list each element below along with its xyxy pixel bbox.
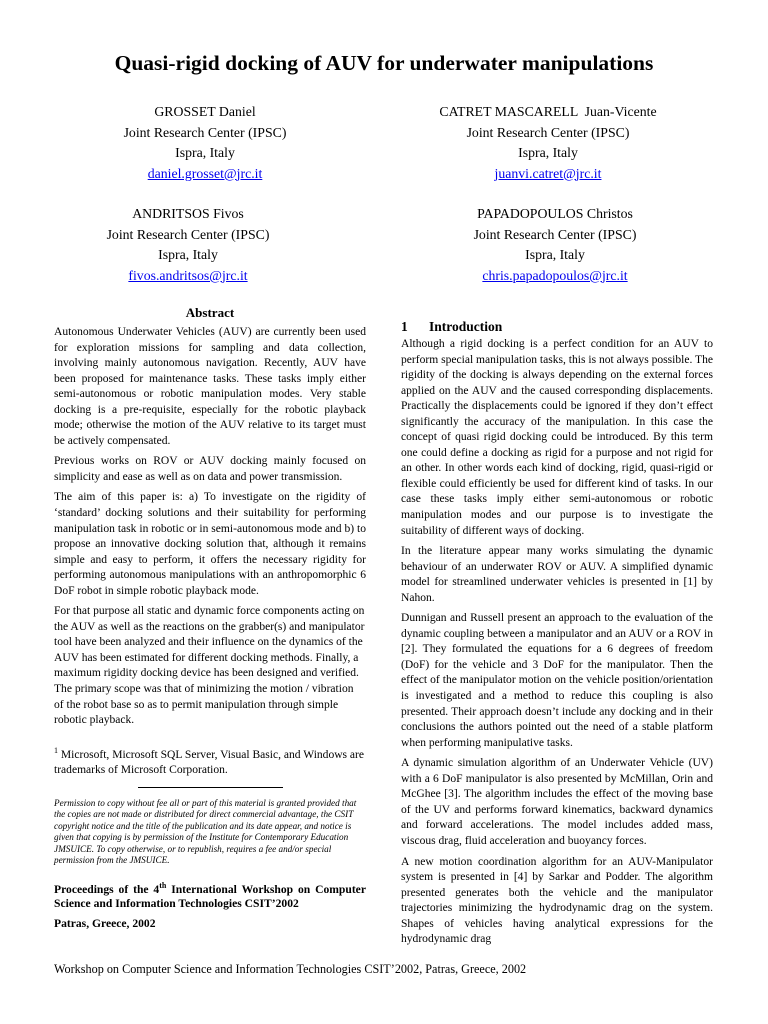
intro-paragraph: Dunnigan and Russell present an approach to the evaluation of the dynamic coupling between a manipulator and an AUV or a ROV in [2]. They formulated the equations for a 6 degrees of freedom (DoF) for the vehicle and 3 DoF for the manipulator. Then the effect of the manipulator motion on the vehicle position/orientation is investigated and a method to reduce this coupling is also presented. Their approach doesn’t include any docking and in their conclusions the authors pointed out the need of a stable platform when performing manipulative tasks. xyxy=(401,612,713,749)
proceedings-prefix: Proceedings of the 4 xyxy=(54,882,160,896)
proceedings-superscript: th xyxy=(159,880,167,890)
author-location: Ispra, Italy xyxy=(518,145,578,160)
abstract-heading: Abstract xyxy=(185,305,235,320)
section-title: Introduction xyxy=(429,319,503,334)
abstract-paragraph: For that purpose all static and dynamic force components acting on the AUV as well as the reactions on the grabber(s) and manipulator tool have been analyzed and their influence on the dynamics of the AUV has been estimated for different docking methods. Finally, a maximum rigidity docking device has been designed and verified. The primary scope was that of minimizing the motion / vibration of the robot base so as to permit manipulation through simple robotic playback. xyxy=(54,605,365,727)
author-location: Ispra, Italy xyxy=(525,247,585,262)
section-number: 1 xyxy=(401,319,408,334)
author-affiliation: Joint Research Center (IPSC) xyxy=(123,124,287,140)
author-block-catret xyxy=(398,102,698,184)
footnote-text: Microsoft, Microsoft SQL Server, Visual Basic, and Windows are trademarks of Microsoft Corporation. xyxy=(54,748,365,777)
author-affiliation: Joint Research Center (IPSC) xyxy=(466,124,630,140)
proceedings-place: Patras, Greece, 2002 xyxy=(54,917,156,931)
abstract-paragraph: The aim of this paper is: a) To investigate on the rigidity of ‘standard’ docking solutions and their suitability for performing manipulation task in robotic or in semi-autonomous mode and b) to propose an innovative docking solution that, although it remains simple and easy to perform, it offers the necessary rigidity for performing autonomous manipulations with an anthropomorphic 6 DoF robot in simple robotic playback mode. xyxy=(54,491,366,597)
author-block-grosset xyxy=(55,102,355,184)
author-block-andritsos xyxy=(38,204,338,286)
permission-notice: Permission to copy without fee all or part of this material is granted provided that the copies are not made or distributed for direct commercial advantage, the CSIT copyright notice and the title of the publication and its date appear, and notice is given that copying is by permission of the Institute for Contemporary Education JMSUICE. To copy otherwise, or to republish, requires a fee and/or special permission from the JMSUICE. xyxy=(54,797,357,866)
intro-paragraph: A dynamic simulation algorithm of an Underwater Vehicle (UV) with a 6 DoF manipulator is also presented by McMillan, Orin and McGhee [3]. The algorithm includes the effect of the moving base of the UV and performs forward kinematics, backward dynamics and forward accelerations. The model includes added mass, viscous drag, fluid acceleration and buoyancy forces. xyxy=(401,757,713,847)
intro-paragraph: Although a rigid docking is a perfect condition for an AUV to perform special manipulation tasks, this is not always possible. The rigidity of the docking is always depending on the external forces applied on the AUV and the caused corresponding displacements. Practically the displacements could be ignored if they don’t effect significantly the accuracy of the manipulation. In this case the concept of quasi rigid docking could be introduced. By this term one could define a docking as rigid for a purpose and not rigid for an other. In other words each kind of docking, rigid, quasi-rigid or flexible could efficiently be used for different kind of tasks. In our case these tasks imply either semi-autonomous or robotic manipulation modes and our purpose is to investigate the suitability of different ways of docking. xyxy=(401,338,713,537)
author-affiliation: Joint Research Center (IPSC) xyxy=(473,226,637,242)
left-column xyxy=(54,325,366,936)
paper-title: Quasi-rigid docking of AUV for underwater manipulations xyxy=(114,51,654,75)
proceedings-suffix: International Workshop on Computer Science and Information Technologies CSIT’2002 xyxy=(54,882,366,910)
author-location: Ispra, Italy xyxy=(175,145,235,160)
author-name: ANDRITSOS Fivos xyxy=(132,206,244,221)
abstract-paragraph: Previous works on ROV or AUV docking mainly focused on simplicity and ease as well as on data and power transmission. xyxy=(54,455,366,483)
author-email-link[interactable]: chris.papadopoulos@jrc.it xyxy=(482,267,628,283)
author-location: Ispra, Italy xyxy=(158,247,218,262)
author-block-papadopoulos xyxy=(405,204,705,286)
author-email-link[interactable]: juanvi.catret@jrc.it xyxy=(494,165,602,181)
section-heading-introduction xyxy=(401,319,502,335)
author-name: CATRET MASCARELL Juan-Vicente xyxy=(439,104,657,119)
author-email-link[interactable]: daniel.grosset@jrc.it xyxy=(147,165,263,181)
author-name: GROSSET Daniel xyxy=(154,104,256,119)
footnote-divider xyxy=(138,787,283,788)
author-name: PAPADOPOULOS Christos xyxy=(477,206,633,221)
right-column xyxy=(401,337,713,953)
intro-paragraph: A new motion coordination algorithm for an AUV-Manipulator system is presented in [4] by Sarkar and Podder. The algorithm presented generates both the vehicle and the manipulator trajectories minimizing the hydrodynamic drag on the system. Shapes of vehicles having analytical expressions for the hydrodynamic drag xyxy=(401,855,713,946)
trademark-footnote xyxy=(54,743,366,779)
author-affiliation: Joint Research Center (IPSC) xyxy=(106,226,270,242)
footnote-mark: 1 xyxy=(54,745,58,755)
author-email-link[interactable]: fivos.andritsos@jrc.it xyxy=(128,267,248,283)
intro-paragraph: In the literature appear many works simulating the dynamic behaviour of an underwater ROV or AUV. A simplified dynamic model for streamlined underwater vehicles is presented in [1] by Nahon. xyxy=(401,545,713,604)
page-footer: Workshop on Computer Science and Information Technologies CSIT’2002, Patras, Greece, 2002 xyxy=(54,962,527,976)
proceedings-line xyxy=(54,879,366,912)
abstract-paragraph: Autonomous Underwater Vehicles (AUV) are currently been used for exploration missions for sampling and data collection, involving mainly autonomous navigation. Recently, AUV have been proposed for maintenance tasks. These tasks imply either semi-autonomous or robotic manipulation modes. Very stable docking is a pre-requisite, especially for the robotic playback mode; otherwise the motion of the AUV relative to its target must be actively compensated. xyxy=(54,326,366,447)
